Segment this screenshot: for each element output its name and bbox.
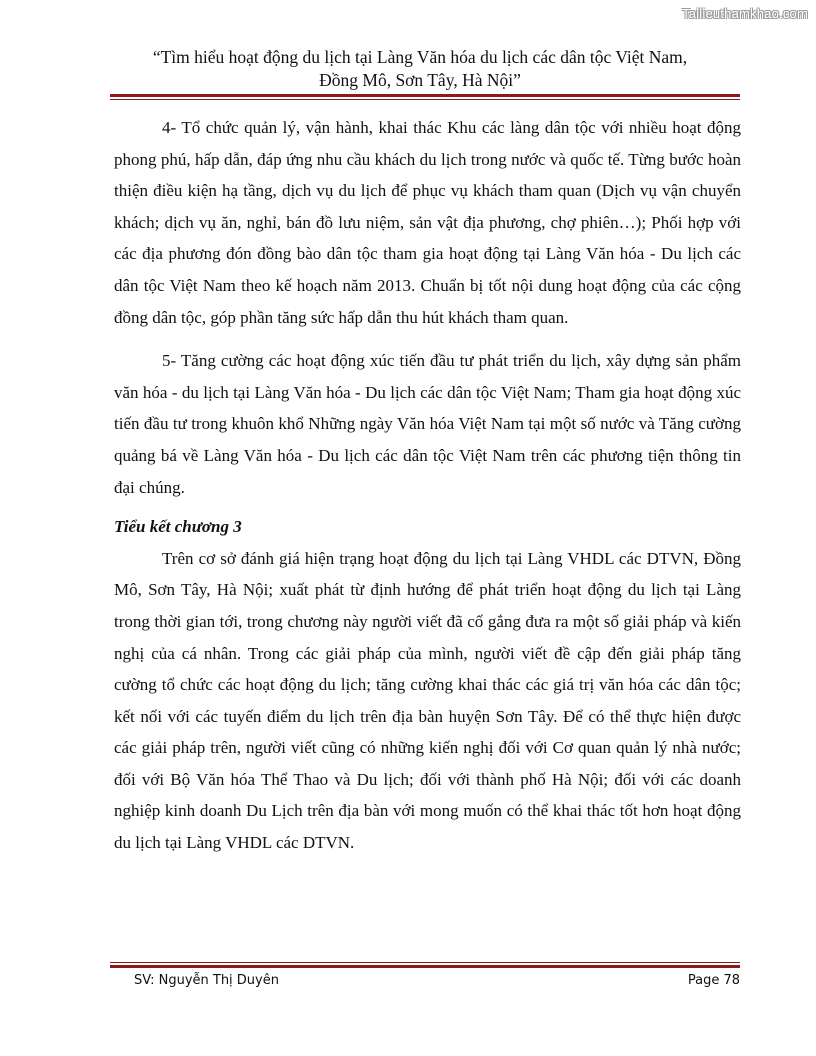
header-rule-thin	[110, 99, 740, 100]
page-header	[110, 46, 730, 92]
footer-author: SV: Nguyễn Thị Duyên	[134, 973, 279, 988]
header-rule-thick	[110, 94, 740, 97]
watermark-text: Tailieuthamkhao.com	[682, 6, 808, 21]
footer-rule-thick	[110, 965, 740, 968]
paragraph-summary: Trên cơ sở đánh giá hiện trạng hoạt động du lịch tại Làng VHDL các DTVN, Đồng Mô, Sơn Tây, Hà Nội; xuất phát từ định hướng để phát triển hoạt động du lịch tại Làng trong thời gian tới, trong chương này người viết đã cố gắng đưa ra một số giải pháp và kiến nghị của cá nhân. Trong các giải pháp của mình, người viết đề cập đến giải pháp tăng cường tổ chức các hoạt động du lịch; tăng cường khai thác các giá trị văn hóa các dân tộc; kết nối với các tuyến điểm du lịch trên địa bàn huyện Sơn Tây. Để có thể thực hiện được các giải pháp trên, người viết cũng có những kiến nghị đối với Cơ quan quản lý nhà nước; đối với Bộ Văn hóa Thể Thao và Du lịch; đối với thành phố Hà Nội; đối với các doanh nghiệp kinh doanh Du Lịch trên địa bàn với mong muốn có thể khai thác tốt hơn hoạt động du lịch tại Làng VHDL các DTVN.	[114, 548, 741, 853]
section-subheading: Tiểu kết chương 3	[114, 517, 242, 537]
footer-page-number: Page 78	[687, 973, 740, 988]
paragraph-item-4: 4- Tổ chức quản lý, vận hành, khai thác Khu các làng dân tộc với nhiều hoạt động phong phú, hấp dẫn, đáp ứng nhu cầu khách du lịch trong nước và quốc tế. Từng bước hoàn thiện điều kiện hạ tầng, dịch vụ du lịch để phục vụ khách tham quan (Dịch vụ vận chuyển khách; dịch vụ ăn, nghỉ, bán đồ lưu niệm, sản vật địa phương, chợ phiên…); Phối hợp với các địa phương đón đồng bào dân tộc tham gia hoạt động tại Làng Văn hóa - Du lịch các dân tộc Việt Nam theo kế hoạch năm 2013. Chuẩn bị tốt nội dung hoạt động của các cộng đồng dân tộc, góp phần tăng sức hấp dẫn thu hút khách tham quan.	[114, 118, 741, 327]
header-title-line-2: Đồng Mô, Sơn Tây, Hà Nội”	[319, 70, 521, 90]
page-body	[114, 112, 741, 859]
header-title-line-1: “Tìm hiểu hoạt động du lịch tại Làng Văn hóa du lịch các dân tộc Việt Nam,	[152, 47, 688, 67]
footer-rule-thin	[110, 962, 740, 963]
paragraph-item-5: 5- Tăng cường các hoạt động xúc tiến đầu tư phát triển du lịch, xây dựng sản phẩm văn hóa - du lịch tại Làng Văn hóa - Du lịch các dân tộc Việt Nam; Tham gia hoạt động xúc tiến đầu tư trong khuôn khổ Những ngày Văn hóa Việt Nam tại một số nước và Tăng cường quảng bá về Làng Văn hóa - Du lịch các dân tộc Việt Nam trên các phương tiện thông tin đại chúng.	[114, 351, 741, 497]
